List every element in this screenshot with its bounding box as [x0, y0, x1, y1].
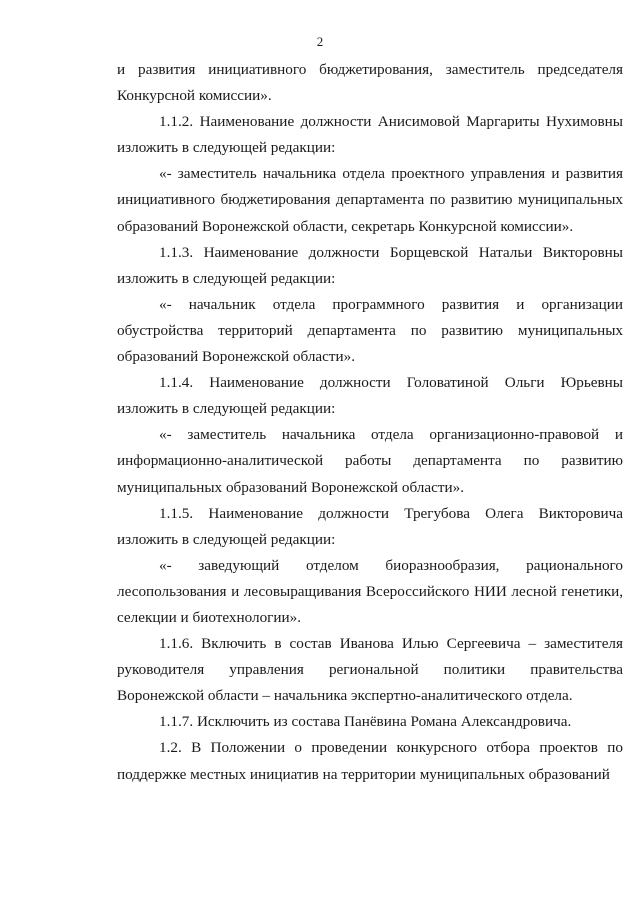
paragraph-quote-golovatina: «- заместитель начальника отдела организационно-правовой и информационно-аналитической работы департамента по развитию муниципальных образований Воронежской области». [117, 426, 623, 496]
paragraph-1-1-5: 1.1.5. Наименование должности Трегубова Олега Викторовича изложить в следующей редакции: [117, 504, 623, 548]
paragraph-1-1-7: 1.1.7. Исключить из состава Панёвина Романа Александровича. [159, 713, 572, 731]
paragraph-quote-tregubov: «- заведующий отделом биоразнообразия, рационального лесопользования и лесовыращивания Всероссийского НИИ лесной генетики, селекции и биотехнологии». [117, 556, 623, 626]
document-body [117, 57, 623, 788]
paragraph-1-2: 1.2. В Положении о проведении конкурсного отбора проектов по поддержке местных инициатив на территории муниципальных образований [117, 739, 623, 783]
paragraph-quote-borshchevskaya: «- начальник отдела программного развития и организации обустройства территорий департамента по развитию муниципальных образований Воронежской области». [117, 295, 623, 366]
paragraph-1-1-2: 1.1.2. Наименование должности Анисимовой Маргариты Нухимовны изложить в следующей редакции: [117, 113, 623, 157]
page-number: 2 [316, 34, 324, 49]
paragraph-continuation: и развития инициативного бюджетирования, заместитель председателя Конкурсной комиссии». [117, 61, 623, 105]
paragraph-1-1-3: 1.1.3. Наименование должности Борщевской Натальи Викторовны изложить в следующей редакции: [117, 243, 623, 287]
paragraph-1-1-6: 1.1.6. Включить в состав Иванова Илью Сергеевича – заместителя руководителя управления региональной политики правительства Воронежской области – начальника экспертно-аналитического отдела. [117, 635, 623, 705]
paragraph-1-1-4: 1.1.4. Наименование должности Головатиной Ольги Юрьевны изложить в следующей редакции: [117, 374, 623, 418]
paragraph-quote-anisimova: «- заместитель начальника отдела проектного управления и развития инициативного бюджетирования департамента по развитию муниципальных образований Воронежской области, секретарь Конкурсной комиссии». [117, 165, 623, 235]
